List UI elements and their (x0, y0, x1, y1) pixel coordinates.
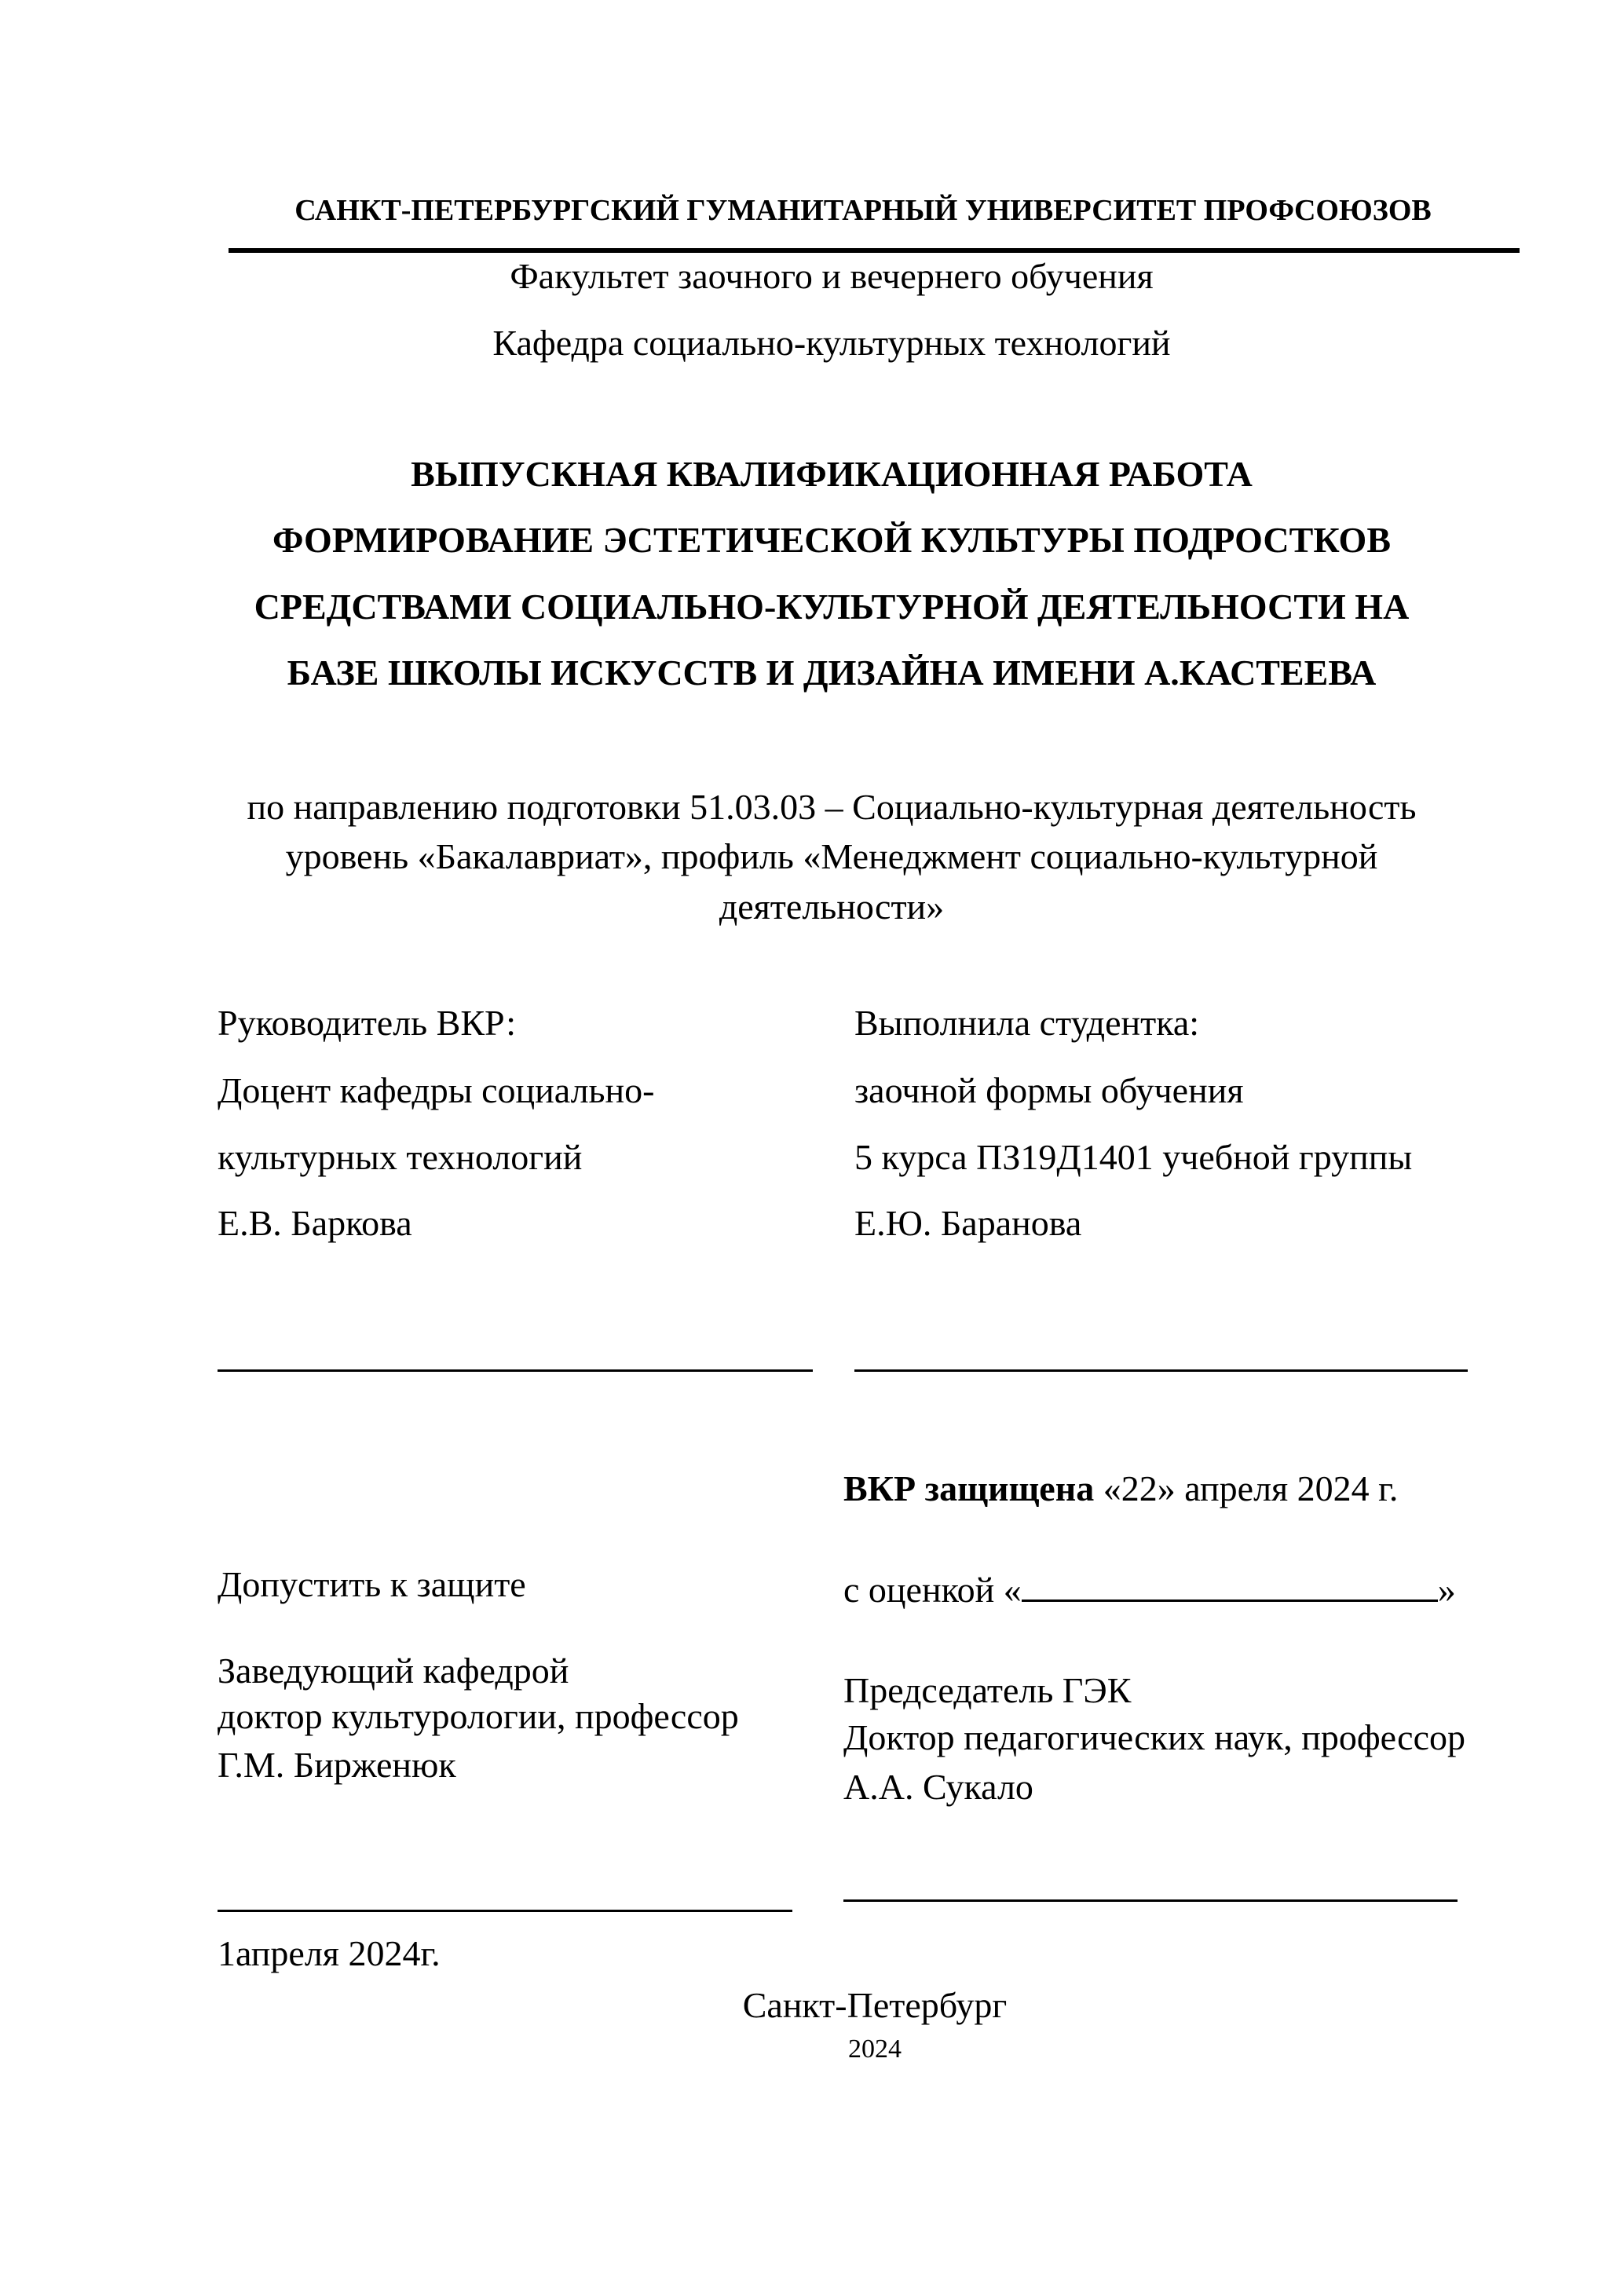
city: Санкт-Петербург (742, 1985, 1008, 2025)
student-signature-line (854, 1369, 1468, 1372)
defense-date-text: «22» апреля 2024 г. (1094, 1468, 1399, 1508)
grade-suffix: » (1437, 1570, 1456, 1610)
work-type-title: ВЫПУСКНАЯ КВАЛИФИКАЦИОННАЯ РАБОТА (411, 454, 1253, 494)
student-group: 5 курса ПЗ19Д1401 учебной группы (854, 1137, 1413, 1177)
head-name: Г.М. Бирженюк (218, 1745, 456, 1785)
grade-field (843, 1568, 1456, 1612)
supervisor-signature-line (218, 1369, 813, 1372)
chair-title: Председатель ГЭК (843, 1670, 1132, 1710)
direction-line: уровень «Бакалавриат», профиль «Менеджмент социально-культурной (285, 836, 1378, 876)
defense-date (843, 1467, 1398, 1511)
thesis-title-line: СРЕДСТВАМИ СОЦИАЛЬНО-КУЛЬТУРНОЙ ДЕЯТЕЛЬНОСТИ НА (254, 587, 1410, 627)
grade-blank (1022, 1568, 1438, 1602)
thesis-title-line: БАЗЕ ШКОЛЫ ИСКУССТВ И ДИЗАЙНА ИМЕНИ А.КАСТЕЕВА (287, 653, 1377, 693)
supervisor-position: культурных технологий (218, 1137, 583, 1177)
header-rule (229, 248, 1520, 253)
department-name: Кафедра социально-культурных технологий (492, 323, 1171, 363)
thesis-title-line: ФОРМИРОВАНИЕ ЭСТЕТИЧЕСКОЙ КУЛЬТУРЫ ПОДРОСТКОВ (272, 520, 1392, 560)
student-name: Е.Ю. Баранова (854, 1203, 1082, 1243)
chair-degree: Доктор педагогических наук, профессор (843, 1717, 1466, 1757)
year: 2024 (848, 2035, 902, 2064)
supervisor-position: Доцент кафедры социально- (218, 1070, 655, 1110)
student-label: Выполнила студентка: (854, 1003, 1200, 1043)
direction-line: деятельности» (719, 887, 945, 927)
student-study-form: заочной формы обучения (854, 1070, 1244, 1110)
direction-line: по направлению подготовки 51.03.03 – Социально-культурная деятельность (247, 787, 1417, 827)
head-signature-line (218, 1910, 792, 1912)
chair-signature-line (843, 1899, 1458, 1902)
faculty-name: Факультет заочного и вечернего обучения (510, 256, 1154, 296)
supervisor-label: Руководитель ВКР: (218, 1003, 517, 1043)
admission-date: 1апреля 2024г. (218, 1933, 441, 1973)
admission-label: Допустить к защите (218, 1564, 526, 1604)
supervisor-name: Е.В. Баркова (218, 1203, 412, 1243)
university-name: САНКТ-ПЕТЕРБУРГСКИЙ ГУМАНИТАРНЫЙ УНИВЕРСИТЕТ ПРОФСОЮЗОВ (294, 194, 1432, 227)
chair-name: А.А. Сукало (843, 1767, 1033, 1807)
defense-label: ВКР защищена (843, 1468, 1095, 1508)
grade-prefix: с оценкой « (843, 1570, 1022, 1610)
head-degree: доктор культурологии, профессор (218, 1696, 739, 1736)
head-title: Заведующий кафедрой (218, 1651, 569, 1691)
